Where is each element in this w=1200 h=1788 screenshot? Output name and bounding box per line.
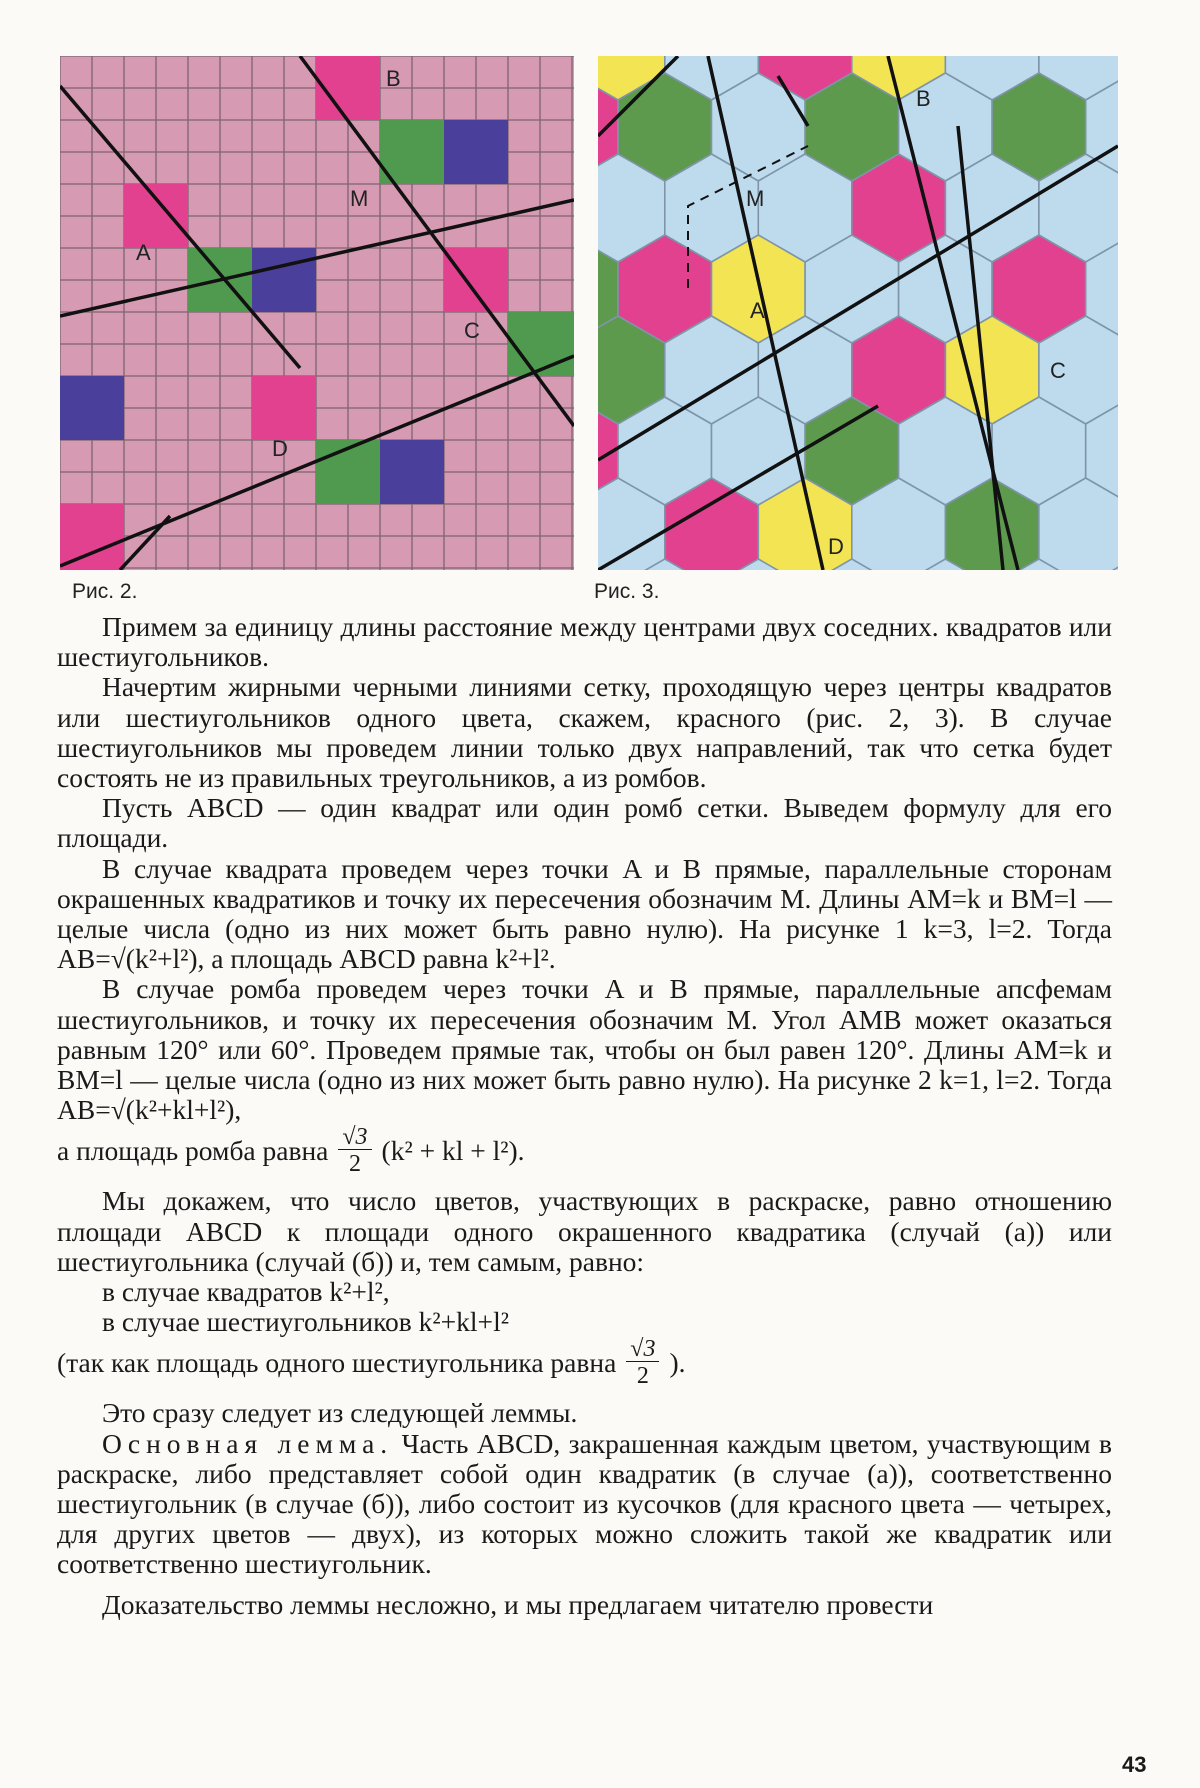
fig2-label-c: C <box>464 318 480 343</box>
paragraph-abcd: Пусть ABCD — один квадрат или один ромб сетки. Выведем формулу для его площади. <box>57 792 1112 854</box>
hexagon-area-text: (так как площадь одного шестиугольника равна <box>57 1346 617 1378</box>
sqrt3-over-2-fraction-2 <box>626 1337 659 1388</box>
rhombus-area-formula <box>57 1125 1112 1176</box>
colored-squares <box>60 56 574 570</box>
page-number: 43 <box>1122 1752 1147 1777</box>
hexagon-area-close: ). <box>669 1346 686 1378</box>
body-text <box>57 612 1112 1620</box>
fig2-label-m: M <box>350 186 369 211</box>
fig3-label-d: D <box>828 534 844 559</box>
paragraph-main-lemma <box>57 1429 1112 1580</box>
fig2-label-b: B <box>386 66 401 91</box>
sqrt3-over-2-fraction <box>338 1125 371 1176</box>
figure-3-caption: Рис. 3. <box>594 580 660 603</box>
hexagon-area-note <box>57 1337 1112 1388</box>
paragraph-color-count: Мы докажем, что число цветов, участвующих в раскраске, равно отношению площади ABCD к площади одного окрашенного квадратика (случай (а)) или шестиугольника (случай (б)) и, тем самым, равно: <box>57 1185 1112 1277</box>
fig3-label-m: M <box>746 186 765 211</box>
fraction-numerator-2: √3 <box>626 1337 659 1362</box>
fig3-label-c: C <box>1050 358 1066 383</box>
paragraph-grid-lines: Начертим жирными черными линиями сетку, проходящую через центры квадратов или шестиугольников одного цвета, скажем, красного (рис. 2, 3). В случае шестиугольников мы проведем линии только двух направлений, так что сетка будет состоять не из правильных треугольников, а из ромбов. <box>57 671 1112 794</box>
hexagon-tiles <box>598 56 1118 570</box>
lemma-body: Часть ABCD, закрашенная каждым цветом, участвующим в раскраске, либо представляет собой один квадратик (в случае (а)), соответственно шестиугольник (в случае (б)), либо состоит из кусочков (для красного цвета — четырех, для других цветов — двух), из которых можно сложить такой же квадратик или соответственно шестиугольник. <box>57 1427 1113 1580</box>
paragraph-rhombus-case: В случае ромба проведем через точки A и B прямые, параллельные апсфемам шестиугольников, и точку их пересечения обозначим M. Угол AMB может оказаться равным 120° или 60°. Проведем прямые так, чтобы он был равен 120°. Длины AM=k и BM=l — целые числа (одно из них может быть равно нулю). На рисунке 2 k=1, l=2. Тогда AB=√(k²+kl+l²), <box>57 973 1112 1126</box>
paragraph-unit-length: Примем за единицу длины расстояние между центрами двух соседних. квадратов или шестиугольников. <box>57 611 1112 673</box>
paragraph-square-case: В случае квадрата проведем через точки A и B прямые, параллельные сторонам окрашенных квадратиков и точку их пересечения обозначим M. Длины AM=k и BM=l — целые числа (одно из них может быть равно нулю). На рисунке 1 k=3, l=2. Тогда AB=√(k²+l²), а площадь ABCD равна k²+l². <box>57 852 1112 975</box>
figure-3-drawing <box>598 56 1118 570</box>
hexagons-case-formula: в случае шестиугольников k²+kl+l² <box>102 1306 509 1338</box>
squares-case-formula: в случае квадратов k²+l², <box>102 1276 390 1308</box>
paragraph-proof: Доказательство леммы несложно, и мы предлагаем читателю провести <box>102 1588 934 1620</box>
fig2-label-d: D <box>272 436 288 461</box>
figure-3-hexagon-grid <box>598 56 1118 570</box>
fraction-numerator: √3 <box>338 1125 371 1150</box>
fraction-denominator: 2 <box>348 1151 361 1178</box>
fig3-label-b: B <box>916 86 931 111</box>
rhombus-area-text: а площадь ромба равна <box>57 1134 329 1166</box>
figure-2-drawing <box>60 56 574 570</box>
figure-2-caption: Рис. 2. <box>72 580 138 603</box>
fig2-label-a: A <box>136 240 151 265</box>
paragraph-lemma-intro: Это сразу следует из следующей леммы. <box>102 1397 578 1429</box>
fig3-label-a: A <box>750 298 765 323</box>
fraction-denominator-2: 2 <box>636 1363 649 1390</box>
rhombus-area-expression: (k² + kl + l²). <box>381 1134 525 1166</box>
lemma-title: Основная лемма. <box>102 1427 394 1459</box>
figure-2-square-grid <box>60 56 574 570</box>
